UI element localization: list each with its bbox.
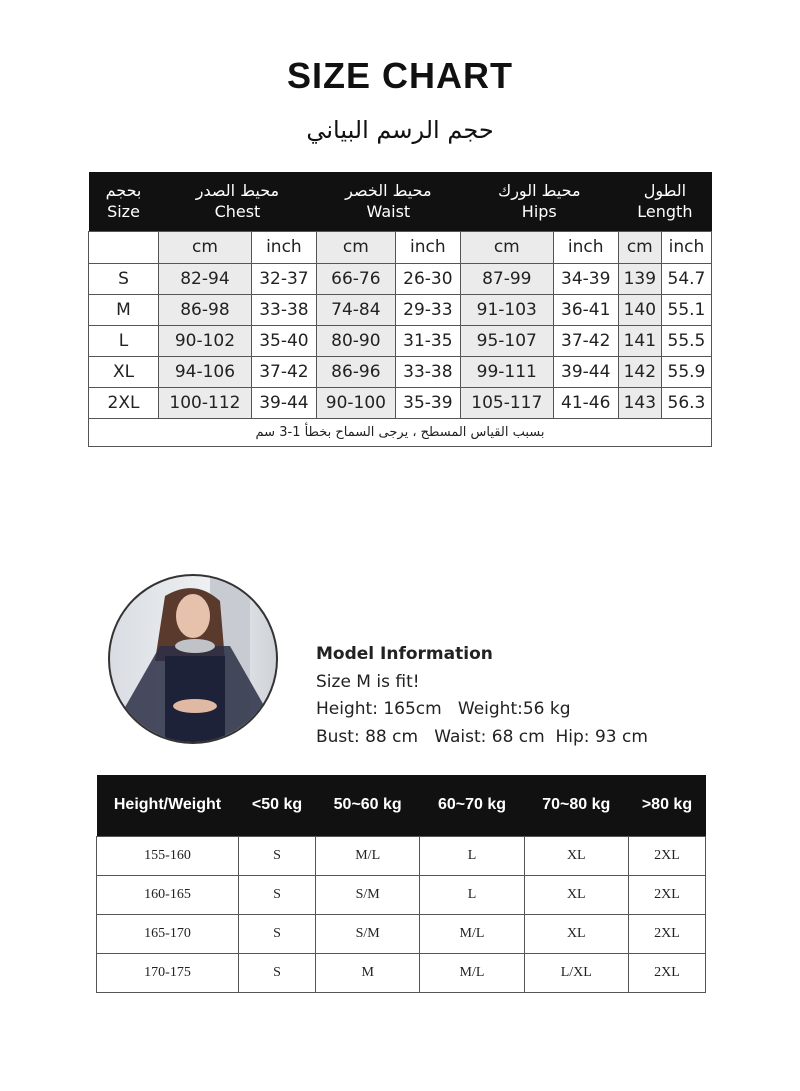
unit-cell: cm (159, 231, 252, 263)
header-waist (316, 172, 460, 231)
recommended-size: 2XL (628, 875, 705, 914)
hw-row (97, 914, 706, 953)
unit-cell: cm (460, 231, 553, 263)
header-en: Hips (521, 202, 557, 222)
size-value: 36-41 (553, 294, 618, 325)
unit-cell: cm (618, 231, 661, 263)
size-row (89, 387, 712, 418)
size-value: 33-38 (395, 356, 460, 387)
size-value: 90-100 (316, 387, 395, 418)
recommended-size: S (239, 914, 316, 953)
unit-cell: inch (251, 231, 316, 263)
size-value: 37-42 (251, 356, 316, 387)
header-chest (159, 172, 317, 231)
size-value: 39-44 (553, 356, 618, 387)
hw-header-cell: 50~60 kg (316, 775, 420, 836)
header-en: Chest (214, 202, 261, 222)
size-row (89, 294, 712, 325)
size-value: 105-117 (460, 387, 553, 418)
size-value: 31-35 (395, 325, 460, 356)
page-title: SIZE CHART (287, 55, 513, 96)
size-value: 95-107 (460, 325, 553, 356)
size-value: 86-96 (316, 356, 395, 387)
height-range: 165-170 (97, 914, 239, 953)
recommended-size: S/M (316, 875, 420, 914)
size-value: 35-39 (395, 387, 460, 418)
header-en: Size (107, 202, 140, 222)
size-value: 86-98 (159, 294, 252, 325)
header-ar: محيط الصدر (195, 181, 280, 201)
unit-cell: inch (661, 231, 711, 263)
unit-cell: cm (316, 231, 395, 263)
header-length (618, 172, 711, 231)
size-value: 54.7 (661, 263, 711, 294)
header-en: Waist (366, 202, 411, 222)
size-value: 139 (618, 263, 661, 294)
height-weight-table (96, 775, 706, 993)
unit-cell-empty (89, 231, 159, 263)
size-row (89, 325, 712, 356)
size-label: XL (89, 356, 159, 387)
recommended-size: L (420, 875, 524, 914)
hw-header-cell: 70~80 kg (524, 775, 628, 836)
model-photo (108, 574, 278, 744)
size-value: 141 (618, 325, 661, 356)
recommended-size: S (239, 953, 316, 992)
size-value: 91-103 (460, 294, 553, 325)
recommended-size: 2XL (628, 953, 705, 992)
size-value: 55.9 (661, 356, 711, 387)
recommended-size: S (239, 836, 316, 875)
hw-header-cell: Height/Weight (97, 775, 239, 836)
size-value: 80-90 (316, 325, 395, 356)
size-label: M (89, 294, 159, 325)
size-table (88, 172, 712, 447)
size-value: 143 (618, 387, 661, 418)
hw-row (97, 875, 706, 914)
recommended-size: S (239, 875, 316, 914)
size-value: 66-76 (316, 263, 395, 294)
recommended-size: XL (524, 836, 628, 875)
size-value: 39-44 (251, 387, 316, 418)
model-figure-icon (110, 576, 278, 744)
hw-header-cell: <50 kg (239, 775, 316, 836)
header-ar: محيط الخصر (345, 181, 432, 201)
size-value: 32-37 (251, 263, 316, 294)
model-info-heading: Model Information (316, 644, 493, 664)
size-value: 100-112 (159, 387, 252, 418)
recommended-size: M/L (420, 953, 524, 992)
recommended-size: XL (524, 875, 628, 914)
header-ar: محيط الورك (498, 181, 581, 201)
recommended-size: XL (524, 914, 628, 953)
units-row (89, 231, 712, 263)
size-value: 37-42 (553, 325, 618, 356)
header-ar: بحجم (105, 181, 142, 201)
size-row (89, 263, 712, 294)
unit-cell: inch (553, 231, 618, 263)
model-fit: Size M is fit! (316, 671, 420, 692)
size-value: 74-84 (316, 294, 395, 325)
header-size (89, 172, 159, 231)
size-value: 26-30 (395, 263, 460, 294)
model-height-weight: Height: 165cm Weight:56 kg (316, 699, 571, 719)
page-subtitle-arabic: حجم الرسم البياني (306, 116, 494, 144)
size-row (89, 356, 712, 387)
size-value: 140 (618, 294, 661, 325)
model-information (316, 641, 648, 751)
recommended-size: L (420, 836, 524, 875)
size-value: 33-38 (251, 294, 316, 325)
size-value: 87-99 (460, 263, 553, 294)
size-value: 82-94 (159, 263, 252, 294)
size-value: 142 (618, 356, 661, 387)
size-value: 56.3 (661, 387, 711, 418)
hw-row (97, 836, 706, 875)
unit-cell: inch (395, 231, 460, 263)
size-label: 2XL (89, 387, 159, 418)
header-hips (460, 172, 618, 231)
size-label: S (89, 263, 159, 294)
size-value: 55.5 (661, 325, 711, 356)
recommended-size: M/L (420, 914, 524, 953)
recommended-size: 2XL (628, 836, 705, 875)
size-value: 34-39 (553, 263, 618, 294)
measurement-note: بسبب القياس المسطح ، يرجى السماح بخطأ 1-3 سم (89, 418, 712, 446)
size-value: 90-102 (159, 325, 252, 356)
size-label: L (89, 325, 159, 356)
size-value: 55.1 (661, 294, 711, 325)
recommended-size: M (316, 953, 420, 992)
header-ar: الطول (643, 181, 687, 201)
model-measurements: Bust: 88 cm Waist: 68 cm Hip: 93 cm (316, 726, 648, 747)
height-range: 155-160 (97, 836, 239, 875)
header-en: Length (637, 202, 693, 222)
size-table-header (89, 172, 712, 231)
recommended-size: L/XL (524, 953, 628, 992)
recommended-size: 2XL (628, 914, 705, 953)
recommended-size: M/L (316, 836, 420, 875)
recommended-size: S/M (316, 914, 420, 953)
hw-row (97, 953, 706, 992)
size-value: 94-106 (159, 356, 252, 387)
size-value: 35-40 (251, 325, 316, 356)
size-value: 41-46 (553, 387, 618, 418)
size-value: 99-111 (460, 356, 553, 387)
hw-header-cell: >80 kg (628, 775, 705, 836)
height-range: 160-165 (97, 875, 239, 914)
hw-header-cell: 60~70 kg (420, 775, 524, 836)
height-range: 170-175 (97, 953, 239, 992)
hw-table-header (97, 775, 706, 836)
size-value: 29-33 (395, 294, 460, 325)
